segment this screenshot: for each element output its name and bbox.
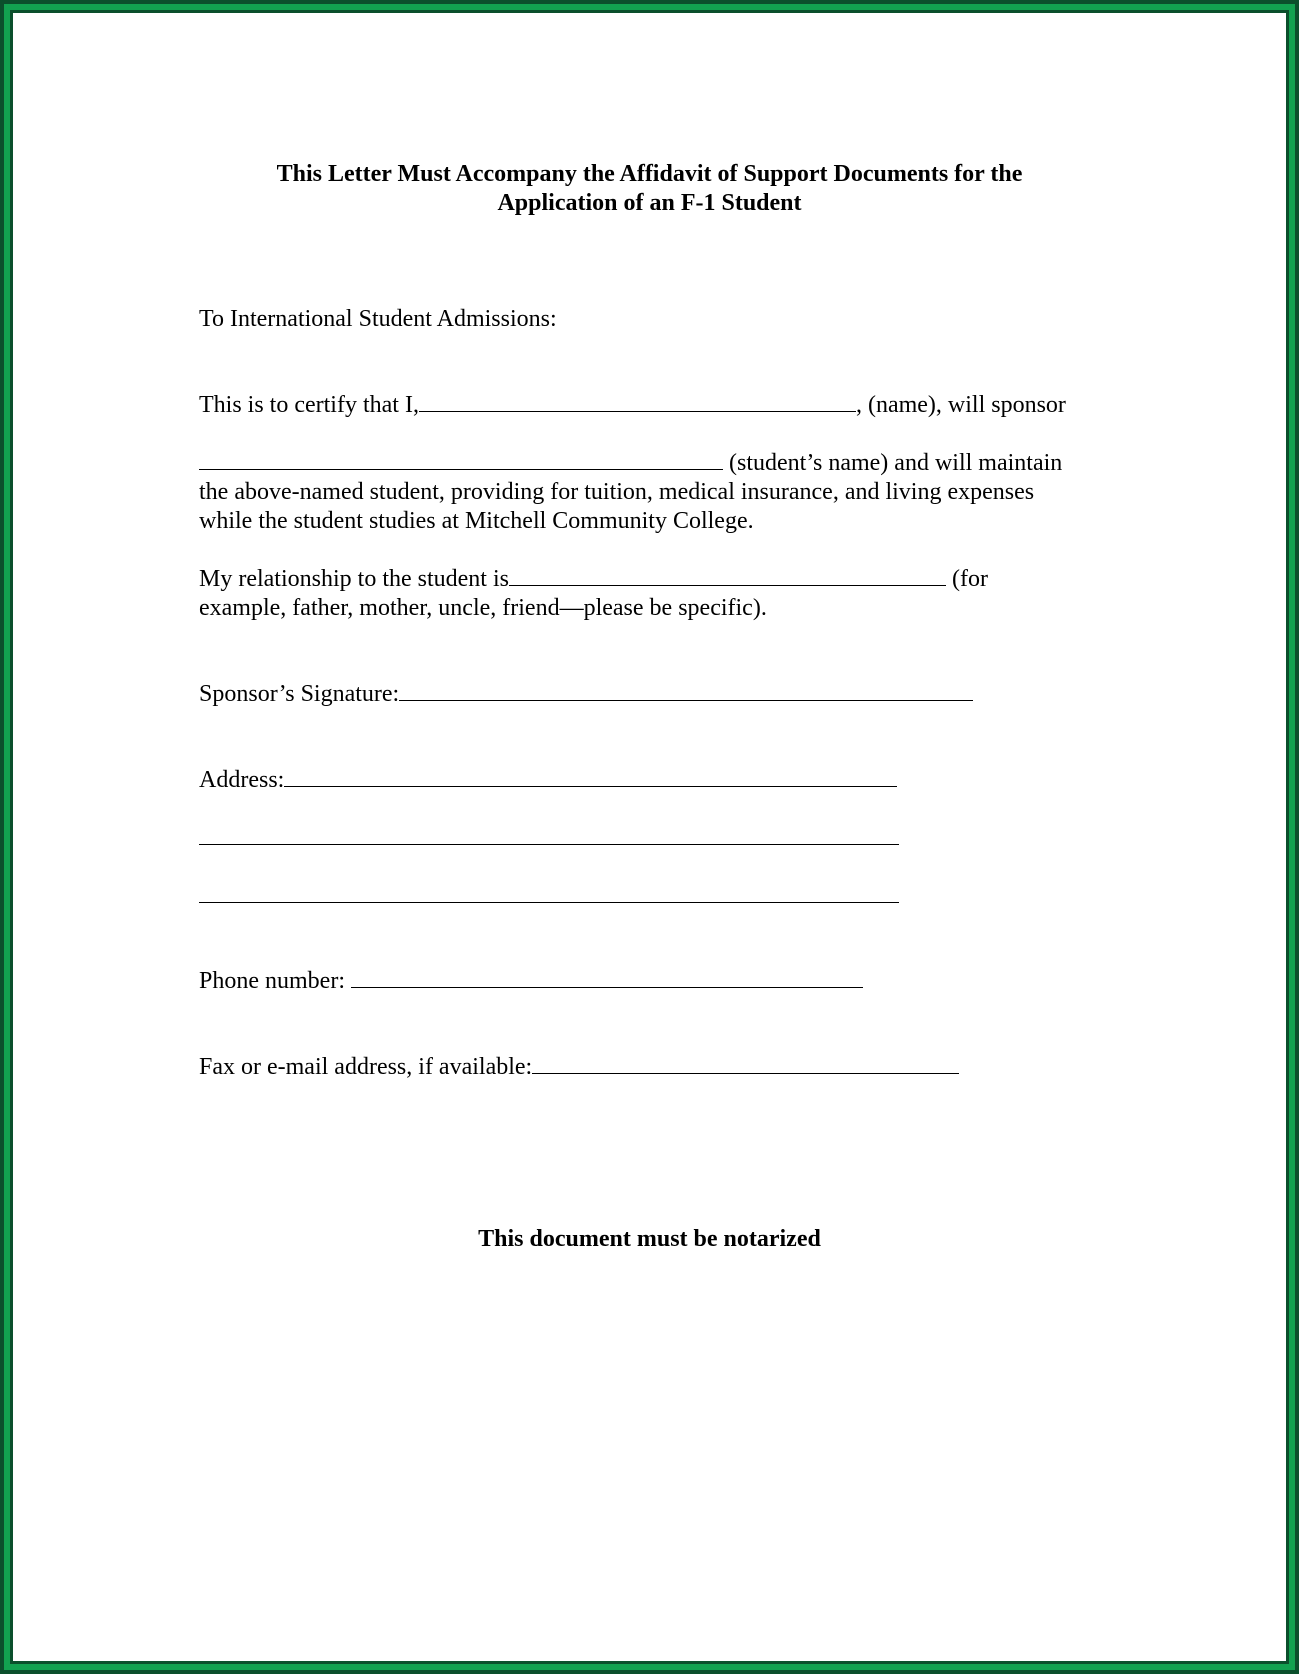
- salutation: To International Student Admissions:: [199, 306, 557, 332]
- address-label: Address:: [199, 767, 285, 793]
- address-line-1: [199, 766, 897, 795]
- certify-prefix: This is to certify that I,: [199, 392, 419, 418]
- certify-line: [199, 391, 1066, 420]
- student-name-field[interactable]: [199, 449, 723, 470]
- relationship-prefix: My relationship to the student is: [199, 566, 509, 592]
- certify-suffix: , (name), will sponsor: [855, 392, 1066, 418]
- maintain-line-3: while the student studies at Mitchell Community College.: [199, 508, 754, 534]
- relationship-suffix: (for: [945, 566, 988, 592]
- sponsor-name-field[interactable]: [419, 391, 856, 412]
- student-name-line: [199, 449, 1062, 478]
- fax-email-field[interactable]: [532, 1053, 959, 1074]
- maintain-line-2: the above-named student, providing for tuition, medical insurance, and living expenses: [199, 479, 1035, 505]
- phone-line: [199, 967, 863, 996]
- address-line-2: [199, 824, 899, 853]
- signature-line: [199, 680, 973, 709]
- address-field-2[interactable]: [199, 824, 899, 845]
- notarized-note: This document must be notarized: [478, 1226, 821, 1252]
- fax-email-label: Fax or e-mail address, if available:: [199, 1054, 533, 1080]
- relationship-line: [199, 565, 988, 594]
- relationship-line-2: example, father, mother, uncle, friend—please be specific).: [199, 595, 767, 621]
- fax-email-line: [199, 1053, 959, 1082]
- relationship-field[interactable]: [509, 565, 946, 586]
- address-field-1[interactable]: [284, 766, 897, 787]
- phone-label: Phone number:: [199, 968, 351, 994]
- address-field-3[interactable]: [199, 882, 899, 903]
- document-title-line-2: Application of an F-1 Student: [497, 190, 802, 216]
- phone-field[interactable]: [351, 967, 863, 988]
- address-line-3: [199, 882, 899, 911]
- document-title-line-1: This Letter Must Accompany the Affidavit of Support Documents for the: [276, 161, 1023, 187]
- student-name-suffix: (student’s name) and will maintain: [723, 450, 1063, 476]
- signature-label: Sponsor’s Signature:: [199, 681, 400, 707]
- signature-field[interactable]: [399, 680, 973, 701]
